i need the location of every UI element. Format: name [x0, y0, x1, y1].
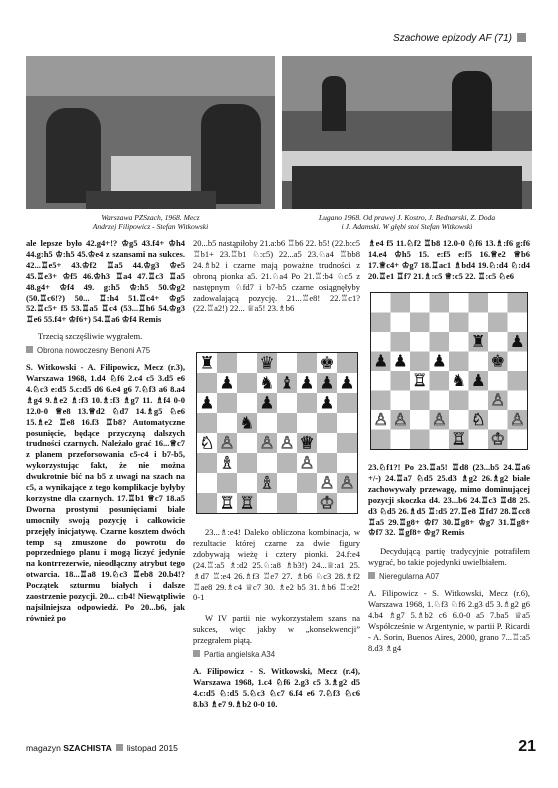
chess-piece: ♙: [279, 433, 295, 454]
game-notation-3: 23...♗:e4! Daleko obliczona kombinacja, w rezultacie której czarne za dwie figury zdobywają wieżę i cztery pionki. 24.f:e4 (24.♖:a5 ♗:d2 25.♘:a8 ♗b3!) 24...♕:a1 25. ♗d7 ♖:e4 26.♗f3 ♖e7 27. ♗b6 ♘c3 28.♗f2 ♖ae8 29.♗c4 ♕c7 30. ♗e2 b5 31.♗b6 ♖:e2! 0-1: [193, 527, 360, 603]
chess-piece: ♗: [219, 453, 235, 474]
footer-magazine: magazyn: [26, 743, 64, 753]
chess-piece: ♗: [259, 473, 275, 494]
opening-label-benoni: [26, 346, 185, 357]
chess-piece: ♙: [259, 433, 275, 454]
chess-piece: ♟: [509, 332, 525, 352]
photo-caption-right: [282, 213, 532, 231]
chess-piece: ♙: [373, 410, 389, 430]
page-number: 21: [518, 738, 536, 755]
chess-piece: ♚: [319, 353, 335, 374]
chess-piece: ♝: [279, 373, 295, 394]
chess-piece: ♚: [490, 351, 506, 371]
chess-piece: ♞: [239, 413, 255, 434]
column-2-continued: [193, 527, 360, 710]
chess-piece: ♔: [490, 429, 506, 449]
chess-piece: ♘: [199, 433, 215, 454]
caption-right-line-2: i J. Adamski. W głębi stoi Stefan Witkowski: [341, 222, 473, 231]
chess-diagram-2: [370, 292, 528, 450]
section-square-icon: [368, 572, 375, 579]
game-notation-witkowski-filipowicz: S. Witkowski - A. Filipowicz, Mecz (r.3), Warszawa 1968, 1.d4 ♘f6 2.c4 c5 3.d5 e6 4.♘c3 e:d5 5.c:d5 d6 6.e4 g6 7.♘f3 a6 8.a4 ♗g4 9.♗e2 ♗:f3 10.♗:f3 ♗g7 11. ♗f4 0-0 12.0-0 ♕e8 13.♕d2 ♘d7 14.♗g5 ♘e6 15.♗e2 ♖e8 16.f3 ♖b8? Automatyczne posunięcie, będące przyczyną dalszych trudności czarnych. Należało grać 16...♕c7 z planem przeforsowania c5-c4 i b7-b5, wykorzystując fakt, że nie można dwukrotnie bić na b5 z uwagi na szach na c5, a wynikające z tego komplikacje byłyby korzystne dla czarnych. 17.♖b1 ♕c7 18.a5 Dworna prostymi posunięciami białe umocniły swoją pozycję i całkowicie przejęły inicjatywę. Czarne kosztem dwóch temp są zmuszone do powrotu do poprzedniego planu i mogą liczyć jedynie na kontrrezerwie, nieodłączny atrybut tego otwarcia. 18...♖a8 19.♘c3 ♖eb8 20.b4!? Początek szturmu białych i dalsze zaostrzenie pozycji. 20... c:b4! Niewątpliwie najsilniejsza odpowiedź. Po 20...b6, jak również po: [26, 362, 185, 623]
chess-piece: ♖: [239, 493, 255, 513]
footer: [26, 743, 178, 753]
chess-piece: ♘: [470, 410, 486, 430]
game-notation-filipowicz-witkowski: A. Filipowicz - S. Witkowski, Mecz (r.4), Warszawa 1968, 1.c4 ♘f6 2.g3 c5 3.♗g2 d5 4.c:d5 ♘:d5 5.♘c3 ♘c7 6.f4 e6 7.♘f3 ♘c6 8.b3 ♗e7 9.♗b2 0-0 10.: [193, 665, 360, 709]
chess-piece: ♟: [392, 351, 408, 371]
chess-piece: ♜: [470, 332, 486, 352]
chess-piece: ♖: [412, 371, 428, 391]
chess-diagram-1: [196, 352, 358, 514]
photo-caption-left: [26, 213, 275, 231]
chess-piece: ♟: [373, 351, 389, 371]
paragraph-fifth-game: W IV partii nie wykorzystałem szans na sukces, więc jakby w „konsekwencji” przegrałem piątą.: [193, 613, 360, 646]
photo-lugano-olympiad: [282, 56, 532, 209]
game-notation-2: 20...b5 nastąpiłoby 21.a:b6 ♖b6 22. b5! (22.b:c5 ♖b1+ 23.♖b1 ♘:c5) 22...a5 23.♘a4 ♖bb8 24.♗b2 i czarne mają poważne trudności z obroną pionka a5. 21.♘a4 Po 21.♖:b4 ♘c5 z następnym ♘fd7 i b7-b5 czarne osiągnęłyby zadowalającą pozycję. 21...♖e8! 22.♖c1? (22.♖a2!) 22... ♕a5! 23.♗b6: [193, 238, 360, 314]
game-notation-1: ale lepsze było 42.g4+!? ♔g5 43.f4+ ♔h4 44.g:h5 ♔:h5 45.♔e4 z szansami na sukces. 42...♖e5+ 43.♔f2 ♖a5 44.♔g3 ♔e5 45.♖e3+ ♔f5 46.♔h3 ♖a4 47.♖c3 ♖a5 48.g4+ ♔f4 49. g:h5 ♔:h5 50.♔g2 (50.♖c6!?) 50... ♖:h4 51.♖c4+ ♔g5 52.♖c5+ f5 53.♖a5 ♖c4 (53...♖h6 54.♔g3 ♖e6 55.f4+ ♔f6+) 54.♖a6 ♔f4 Remis: [26, 238, 185, 325]
running-title: Szachowe epizody AF (71): [393, 33, 512, 44]
column-1: [26, 238, 185, 624]
chess-piece: ♔: [319, 493, 335, 513]
game-notation-5: 23.♘f1?! Po 23.♖a5! ♖d8 (23...b5 24.♖a6 +/-) 24.♖a7 ♘d5 25.d3 ♗g2 26.♗g2 białe zachowywały przewagę, mimo dominującej pozycji skoczka d4. 23...b6 24.♖c3 ♖d8 25. d3 ♘d5 26.♗d5 ♖:d5 27.♖e8 ♖fd7 28.♖cc8 ♖a5 29.♖g8+ ♔f7 30.♖g8+ ♔g7 31.♖g8+ ♔f7 32. ♖gf8+ ♔g7 Remis: [368, 462, 530, 538]
game-notation-6: A. Filipowicz - S. Witkowski, Mecz (r.6), Warszawa 1968, 1.♘f3 ♘f6 2.g3 d5 3.♗g2 g6 4.b4 ♗g7 5.♗b2 c6 6.0-0 a5 7.ba5 ♕a5 Współcześnie w Argentynie, w partii P. Ricardi - A. Sorin, Buenos Aires, 2000, grano 7...♖:a5 8.d3 ♗g4: [368, 588, 530, 653]
chess-piece: ♞: [451, 371, 467, 391]
chess-piece: ♟: [319, 373, 335, 394]
footer-square-icon: [116, 744, 123, 751]
chess-piece: ♙: [490, 390, 506, 410]
chess-piece: ♟: [259, 393, 275, 414]
footer-issue: listopad 2015: [126, 743, 178, 753]
chess-piece: ♙: [219, 433, 235, 454]
chess-piece: ♛: [259, 353, 275, 374]
chess-piece: ♞: [259, 373, 275, 394]
chess-piece: ♙: [431, 410, 447, 430]
caption-left-line-2: Andrzej Filipowicz - Stefan Witkowski: [92, 222, 209, 231]
chess-piece: ♖: [451, 429, 467, 449]
chess-board-1: [197, 353, 357, 513]
opening-label-text: Nieregularna A07: [379, 572, 440, 582]
chess-piece: ♙: [339, 473, 355, 494]
chess-board-2: [371, 293, 527, 449]
caption-right-line-1: Lugano 1968. Od prawej J. Kostro, J. Bednarski, Z. Doda: [318, 213, 496, 222]
paragraph-third-win: Trzecią szczęśliwie wygrałem.: [38, 331, 143, 342]
chess-piece: ♟: [470, 371, 486, 391]
game-notation-4: ♗e4 f5 11.♘f2 ♖b8 12.0-0 ♘f6 13.♗:f6 g:f6 14.e4 ♔h5 15. e:f5 e:f5 16.♕e2 ♕b6 17.♕c4+ ♔g7 18.♖ac1 ♗bd4 19.♘:d4 ♘:d4 20.♖e1 ♖f7 21.♗:c5 ♕:c5 22. ♖:c5 ♘e6: [368, 238, 530, 281]
section-square-icon: [26, 346, 33, 353]
opening-label-english: [193, 650, 360, 661]
chess-piece: ♕: [299, 433, 315, 454]
chess-piece: ♟: [219, 373, 235, 394]
chess-piece: ♖: [219, 493, 235, 513]
chess-piece: ♙: [319, 473, 335, 494]
chess-piece: ♙: [299, 453, 315, 474]
chess-piece: ♜: [199, 353, 215, 374]
photo-warsaw-match: [26, 56, 275, 209]
chess-piece: ♟: [431, 351, 447, 371]
running-header: [300, 33, 526, 49]
header-square-icon: [517, 33, 526, 42]
opening-label-irregular: [368, 572, 530, 583]
chess-piece: ♟: [319, 393, 335, 414]
chess-piece: ♙: [509, 410, 525, 430]
paragraph-decisive-game: Decydującą partię tradycyjnie potrafiłem wygrać, bo takie pojedynki uwielbiałem.: [368, 546, 530, 568]
chess-piece: ♟: [299, 373, 315, 394]
column-2: [193, 238, 360, 314]
opening-label-text: Obrona nowoczesny Benoni A75: [37, 346, 151, 356]
column-3: [368, 238, 530, 282]
chess-piece: ♟: [339, 373, 355, 394]
footer-brand: SZACHISTA: [63, 743, 112, 753]
caption-left-line-1: Warszawa PZSzach, 1968. Mecz: [101, 213, 200, 222]
opening-label-text: Partia angielska A34: [204, 650, 276, 660]
chess-piece: ♟: [199, 393, 215, 414]
column-3-continued: [368, 462, 530, 654]
chess-piece: ♙: [392, 410, 408, 430]
section-square-icon: [193, 650, 200, 657]
